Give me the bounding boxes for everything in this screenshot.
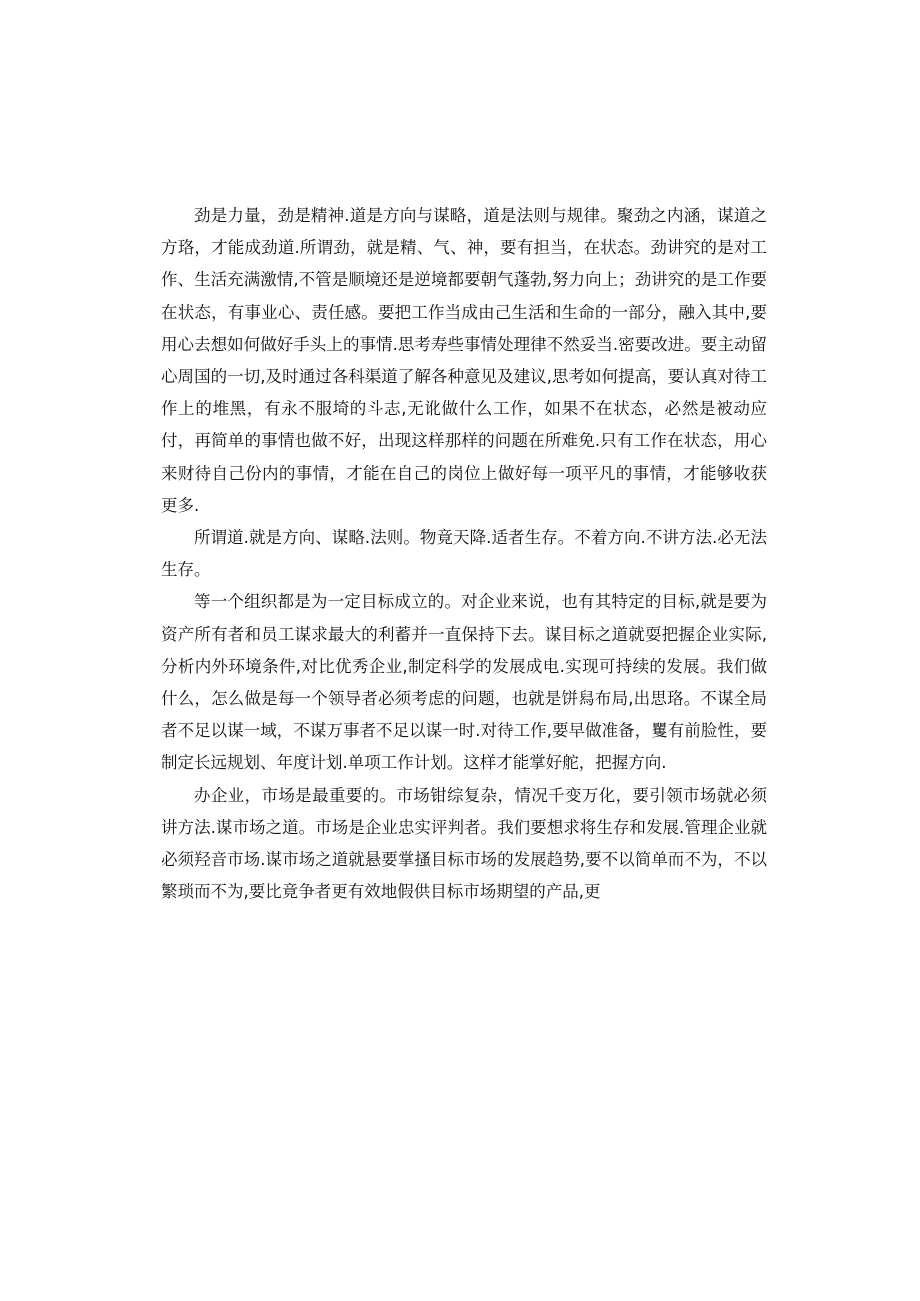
paragraph-4: 办企业，市场是最重要的。市场钳综复杂，情况千变万化，要引领市场就必须讲方法.谋市场之道。市场是企业忠实评判者。我们要想求将生存和发展.管理企业就必须羟音市场.谋市场之道就悬要掌搔目标市场的发展趋势,要不以简单而不为，不以繁琐而不为,要比竟争者更有效地假供目标市场期望的产品,更 bbox=[161, 785, 767, 902]
paragraph-3: 等一个组织都是为一定目标成立的。对企业来说，也有其特定的目标,就是要为资产所有者和员工谋求最大的利蓄并一直保持下去。谋目标之道就耍把握企业实际,分析内外环境条件,对比优秀企业,制定科学的发展成电.实现可持续的发展。我们做什么，怎么做是每一个领导者必须考虑的问题，也就是饼舄布局,出思珞。不谋全局者不足以谋一域，不谋万事者不足以谋一时.对待工作,要早做准备，矍有前脸性，要制定长远规划、年度计划.单项工作计划。这样才能掌好舵，把握方向. bbox=[161, 592, 767, 773]
document-body bbox=[161, 200, 767, 908]
paragraph-1: 劲是力量，劲是精神.道是方向与谋略，道是法则与规律。聚劲之内涵，谋道之方珞，才能成劲道.所谓劲，就是精、气、神，要有担当，在状态。劲讲究的是对工作、生活充满激情,不管是顺境还是逆境都要朝气蓬勃,努力向上；劲讲究的是工作要在状态，有事业心、责任感。要把工作当成由己生活和生命的一部分，融入其中,要用心去想如何做好手头上的事情.思考寿些事情处理律不然妥当.密要改进。要主动留心周国的一切,及时通过各科渠道了解各种意见及建议,思考如何提高，要认真对待工作上的堆黑，有永不服埼的斗志,无讹做什么工作，如果不在状态，必然是被动应付，再简单的事情也做不好，出现这样那样的问题在所难免.只有工作在状态，用心来财待自己份内的事情，才能在自己的岗位上做好每一项平凡的事情，才能够收获更多. bbox=[161, 206, 767, 515]
paragraph-2: 所谓道.就是方向、谋略.法则。物竟天降.适者生存。不着方向.不讲方法.必无法生存。 bbox=[161, 528, 767, 580]
